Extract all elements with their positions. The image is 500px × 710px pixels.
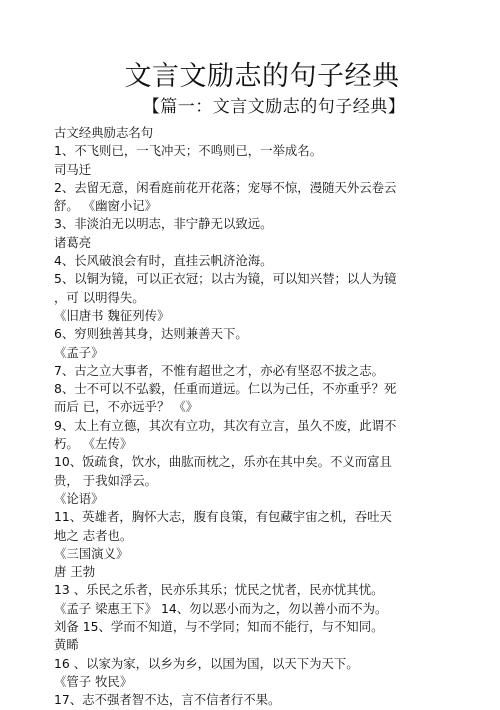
text-line: 16 、以家为家，以乡为乡，以国为国，以天下为天下。 [54, 655, 359, 671]
text-line: 11、英雄者，胸怀大志，腹有良策，有包藏宇宙之机，吞吐天 [54, 509, 392, 525]
text-line: 《孟子 梁惠王下》 14、勿以恶小而为之，勿以善小而不为。 [54, 600, 388, 616]
text-line: 贵， 于我如浮云。 [54, 472, 158, 488]
text-line: 4、长风破浪会有时，直挂云帆济沧海。 [54, 253, 273, 269]
text-line: 17、志不强者智不达，言不信者行不果。 [54, 692, 281, 708]
text-line: 2、去留无意，闲看庭前花开花落；宠辱不惊，漫随天外云卷云 [54, 179, 397, 195]
text-line: 10、饭疏食，饮水，曲肱而枕之，乐亦在其中矣。不义而富且 [54, 454, 392, 470]
text-line: 8、士不可以不弘毅，任重而道远。仁以为己任，不亦重乎？死 [54, 381, 397, 397]
text-line: 黄睎 [54, 637, 79, 653]
text-line: 地之 志者也。 [54, 527, 133, 543]
text-line: 1、不飞则已，一飞冲天；不鸣则已，一举成名。 [54, 143, 323, 159]
body-text [54, 124, 474, 710]
text-line: 9、太上有立德，其次有立功，其次有立言，虽久不废，此谓不 [54, 417, 397, 433]
text-line: 而后 已，不亦远乎？ 《》 [54, 399, 199, 415]
text-line: 13 、乐民之乐者，民亦乐其乐；忧民之忧者，民亦忧其忧。 [54, 582, 384, 598]
text-line: 《三国演义》 [54, 545, 129, 561]
text-line: 司马迁 [54, 161, 92, 177]
text-line: 6、穷则独善其身，达则兼善天下。 [54, 326, 248, 342]
text-line: 刘备 15、学而不知道，与不学同；知而不能行，与不知同。 [54, 619, 384, 635]
text-line: 古文经典励志名句 [54, 125, 154, 140]
text-line: 《管子 牧民》 [54, 673, 133, 689]
text-line: 7、古之立大事者，不惟有超世之才，亦必有坚忍不拔之志。 [54, 362, 385, 378]
text-line: 3、非淡泊无以明志，非宁静无以致远。 [54, 216, 273, 232]
text-line: 《论语》 [54, 490, 104, 506]
text-line: 5、以铜为镜，可以正衣冠；以古为镜，可以知兴替；以人为镜 [54, 271, 397, 287]
text-line: 诸葛亮 [54, 234, 92, 250]
text-line: 舒。 《幽窗小记》 [54, 198, 158, 214]
text-line: 《旧唐书 魏征列传》 [54, 307, 170, 323]
text-line: 《孟子》 [54, 344, 104, 360]
text-line: ，可 以明得失。 [54, 289, 145, 305]
page-title: 文言文励志的句子经典 [124, 61, 400, 92]
text-line: 朽。 《左传》 [54, 436, 133, 452]
text-line: 唐 王勃 [54, 564, 96, 580]
section-heading: 【篇一：文言文励志的句子经典】 [142, 97, 406, 117]
